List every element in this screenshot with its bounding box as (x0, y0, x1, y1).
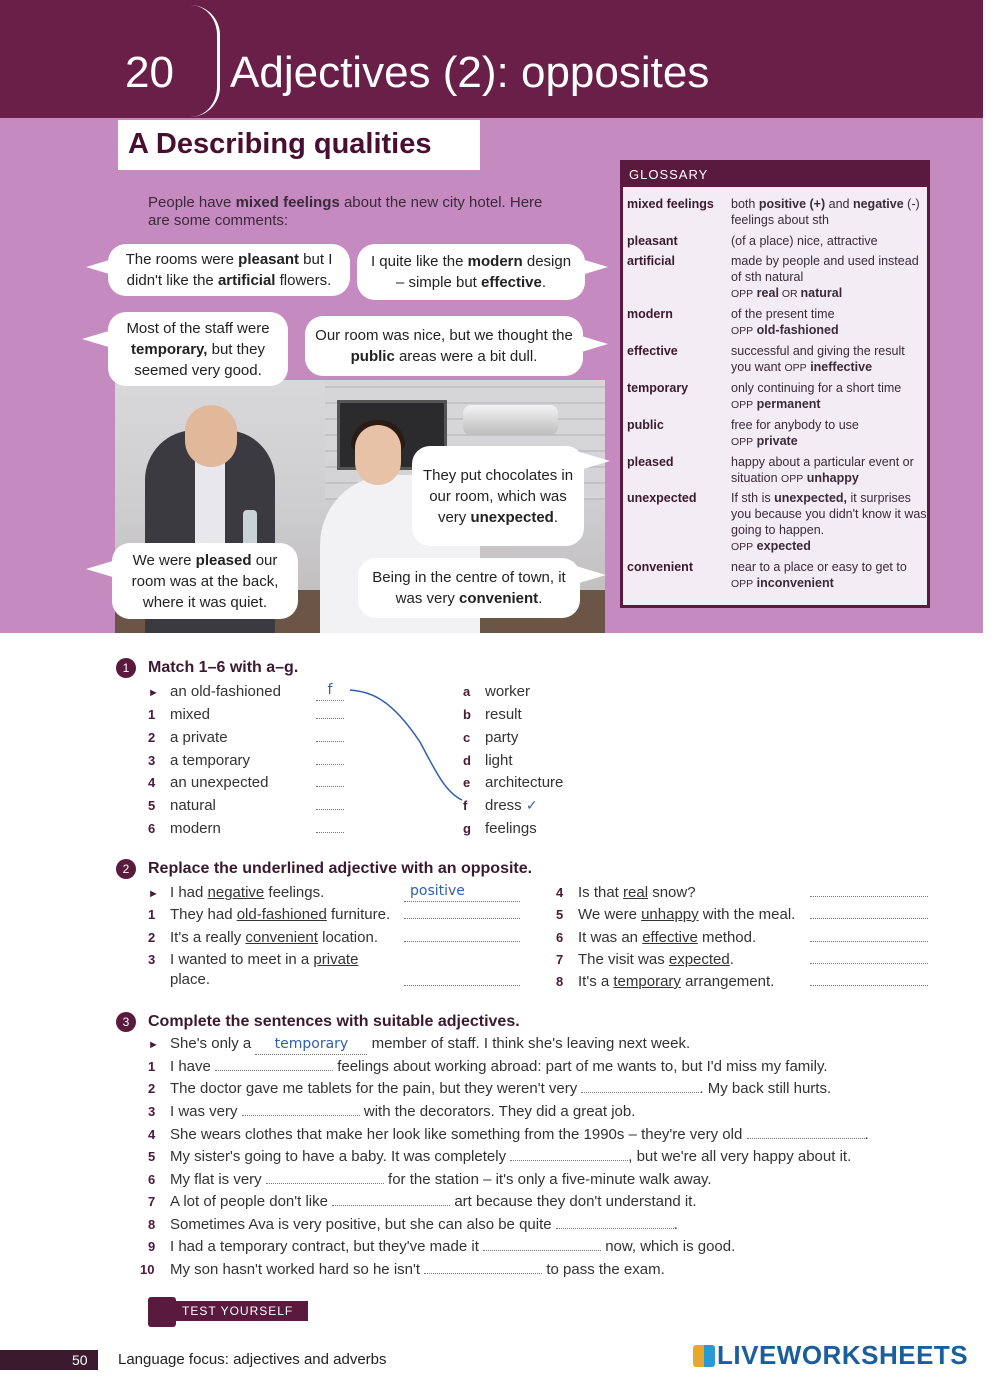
replace-answer-1[interactable] (404, 905, 520, 925)
replace-item-continued: place. (170, 971, 211, 988)
replace-answer-7[interactable] (810, 950, 928, 970)
sentence-item: 4 She wears clothes that make her look like something from the 1990s – they're very old . (148, 1126, 869, 1143)
liveworksheets-logo: LIVEWORKSHEETS (693, 1340, 968, 1371)
comment-bubble-5: They put chocolates in our room, which was very unexpected. (412, 446, 584, 546)
glossary-box: GLOSSARY mixed feelings both positive (+) and negative (-) feelings about sth pleasant (of a place) nice, attractive artificial made by people and used instead of sth natural OPP real OR natural modern of the present time OPP old-fashioned effective successful and giving the result you want OPP ineffective temporary only continuing for a short time OPP permanent public free for anybody to use OPP private pleased happy about a particular event or situation OPP unhappy unexpected If sth is unexpected, it surprises you because you didn't know it was going to happen. OPP expected convenient near to a place or easy to get to OPP inconvenient (620, 160, 930, 608)
match-right-item: f dress ✓ (463, 797, 538, 814)
sentence-answer-example: temporary (255, 1034, 367, 1055)
match-right-item: d light (463, 752, 513, 769)
unit-title: Adjectives (2): opposites (230, 48, 710, 97)
match-right-item: b result (463, 706, 522, 723)
check-icon: ✓ (525, 798, 538, 814)
sentence-item: 1 I have feelings about working abroad: part of me wants to, but I'd miss my family. (148, 1058, 828, 1075)
exercise-2-number: 2 (116, 859, 136, 879)
sentence-item: 7 A lot of people don't like art because they don't understand it. (148, 1193, 697, 1210)
match-left-item: 2 a private (148, 729, 228, 746)
sentence-answer-3[interactable] (242, 1102, 360, 1116)
glossary-heading: GLOSSARY (623, 163, 927, 187)
sentence-item: ► She's only a temporary member of staff. I think she's leaving next week. (148, 1034, 690, 1055)
book-section-title: Language focus: adjectives and adverbs (118, 1351, 387, 1368)
sentence-answer-10[interactable] (424, 1260, 542, 1274)
replace-answer-4[interactable] (810, 883, 928, 903)
replace-answer-2[interactable] (404, 928, 520, 948)
replace-item: 3 I wanted to meet in a private (148, 951, 359, 968)
sentence-answer-5[interactable] (510, 1147, 628, 1161)
match-left-item: 5 natural (148, 797, 216, 814)
comment-bubble-7: Being in the centre of town, it was very convenient. (358, 558, 580, 618)
match-right-item: g feelings (463, 820, 537, 837)
replace-item: 5 We were unhappy with the meal. (556, 906, 796, 923)
sentence-answer-1[interactable] (215, 1057, 333, 1071)
sentence-item: 10 My son hasn't worked hard so he isn't to pass the exam. (140, 1261, 665, 1278)
unit-divider (190, 5, 220, 117)
match-answer-example: f (316, 680, 344, 701)
replace-item: ► I had negative feelings. (148, 884, 325, 901)
comment-bubble-2: I quite like the modern design – simple but effective. (357, 244, 585, 300)
exercise-3-number: 3 (116, 1012, 136, 1032)
sentence-answer-8[interactable] (556, 1215, 674, 1229)
test-yourself-label: TEST YOURSELF (174, 1301, 308, 1321)
exercise-1-number: 1 (116, 658, 136, 678)
sentence-answer-7[interactable] (332, 1192, 450, 1206)
intro-text: People have mixed feelings about the new city hotel. Here are some comments: (148, 194, 543, 229)
match-right-item: c party (463, 729, 519, 746)
match-left-item: 4 an unexpected (148, 774, 269, 791)
match-answer-6[interactable] (316, 819, 344, 839)
match-connector-line (340, 682, 470, 812)
exercise-1-title: Match 1–6 with a–g. (148, 659, 299, 676)
sentence-answer-4[interactable] (747, 1125, 865, 1139)
match-right-item: a worker (463, 683, 531, 700)
sentence-item: 3 I was very with the decorators. They did a great job. (148, 1103, 636, 1120)
match-right-item: e architecture (463, 774, 564, 791)
replace-item: 4 Is that real snow? (556, 884, 696, 901)
section-title: A Describing qualities (128, 128, 432, 160)
match-left-item: ► an old-fashioned (148, 683, 281, 700)
replace-answer-6[interactable] (810, 928, 928, 948)
test-yourself-button[interactable] (148, 1297, 308, 1325)
sentence-item: 6 My flat is very for the station – it's only a five-minute walk away. (148, 1171, 712, 1188)
comment-bubble-3: Most of the staff were temporary, but they seemed very good. (108, 312, 288, 386)
match-left-item: 3 a temporary (148, 752, 251, 769)
notebook-icon (148, 1297, 176, 1327)
replace-item: 7 The visit was expected. (556, 951, 734, 968)
sentence-item: 2 The doctor gave me tablets for the pain, but they weren't very . My back still hurts. (148, 1080, 832, 1097)
sentence-item: 8 Sometimes Ava is very positive, but she can also be quite . (148, 1216, 678, 1233)
page-number: 50 (72, 1352, 88, 1368)
comment-bubble-1: The rooms were pleasant but I didn't like the artificial flowers. (108, 244, 350, 296)
sentence-answer-6[interactable] (266, 1170, 384, 1184)
replace-answer-5[interactable] (810, 905, 928, 925)
sentence-item: 5 My sister's going to have a baby. It was completely , but we're all very happy about it. (148, 1148, 852, 1165)
replace-item: 6 It was an effective method. (556, 929, 757, 946)
match-left-item: 6 modern (148, 820, 221, 837)
sentence-item: 9 I had a temporary contract, but they've made it now, which is good. (148, 1238, 736, 1255)
replace-answer-example: positive (404, 881, 520, 902)
replace-answer-8[interactable] (810, 972, 928, 992)
replace-item: 8 It's a temporary arrangement. (556, 973, 775, 990)
match-left-item: 1 mixed (148, 706, 211, 723)
comment-bubble-6: We were pleased our room was at the back, where it was quiet. (112, 543, 298, 619)
sentence-answer-9[interactable] (483, 1237, 601, 1251)
unit-number: 20 (125, 48, 174, 97)
replace-item: 1 They had old-fashioned furniture. (148, 906, 391, 923)
liveworksheets-icon (693, 1345, 715, 1367)
exercise-2-title: Replace the underlined adjective with an opposite. (148, 860, 533, 877)
exercise-3-title: Complete the sentences with suitable adjectives. (148, 1013, 520, 1030)
replace-answer-3[interactable] (404, 972, 520, 992)
comment-bubble-4: Our room was nice, but we thought the public areas were a bit dull. (305, 316, 583, 376)
sentence-answer-2[interactable] (581, 1079, 699, 1093)
replace-item: 2 It's a really convenient location. (148, 929, 378, 946)
